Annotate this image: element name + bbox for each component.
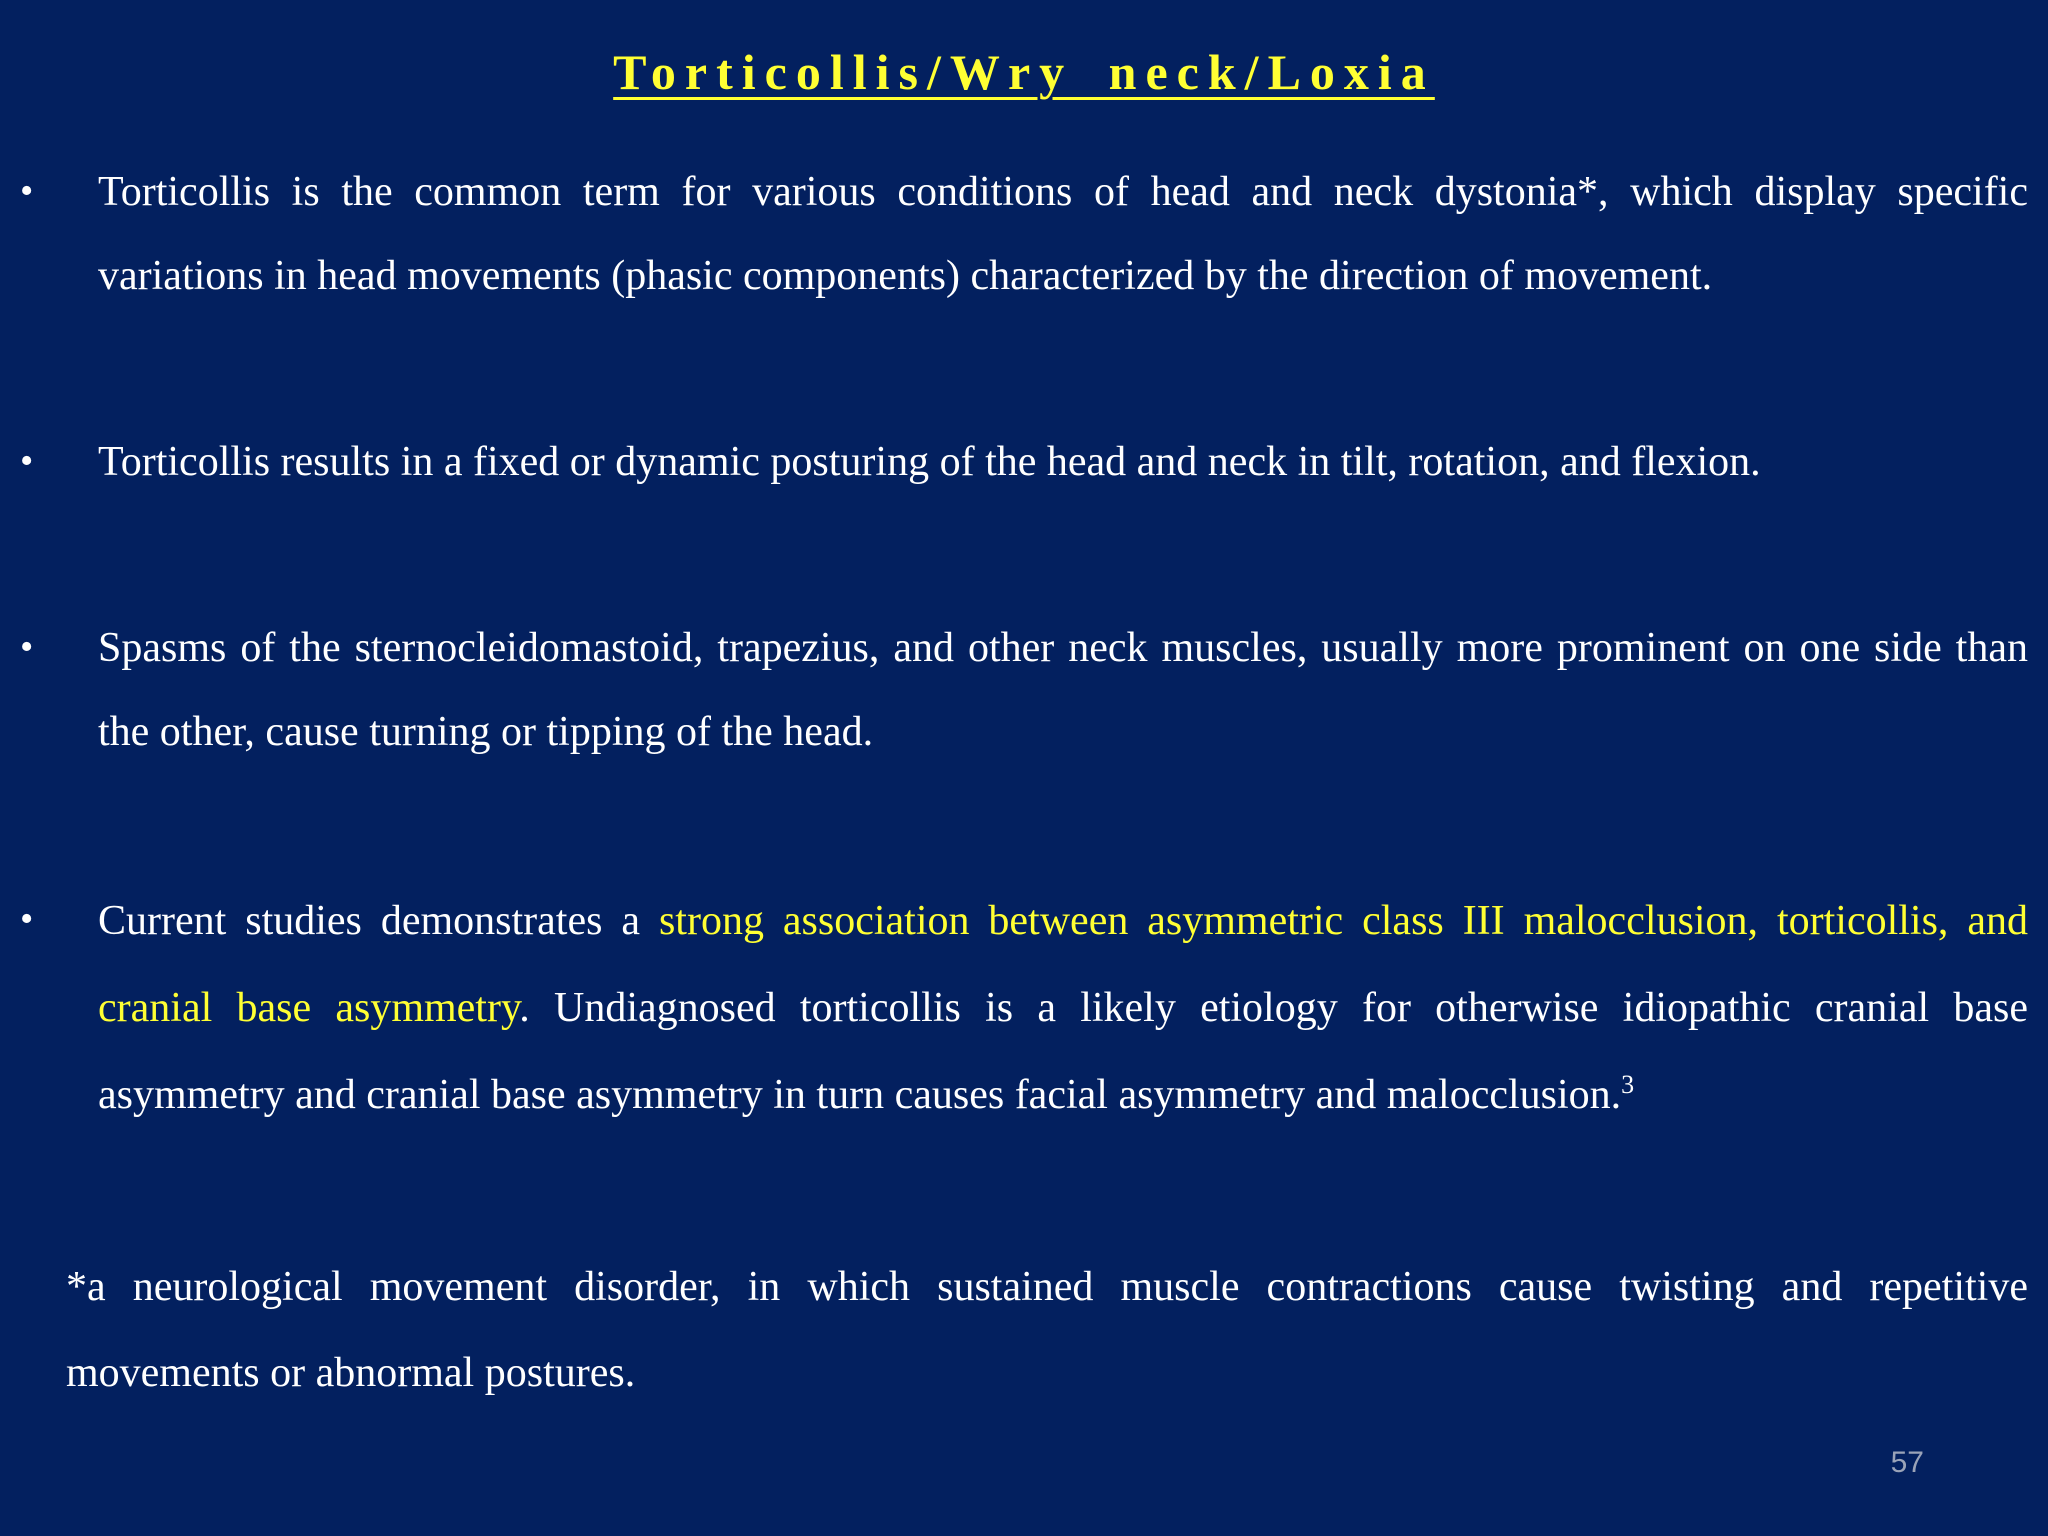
bullet-text-3: Spasms of the sternocleidomastoid, trapezius, and other neck muscles, usually more prominent on one side than the other, cause turning or tipping of the head. <box>98 625 2028 755</box>
bullet-text-4 <box>98 878 2028 1139</box>
bullet-marker: • <box>20 898 34 940</box>
bullet-text-2: Torticollis results in a fixed or dynamic posturing of the head and neck in tilt, rotation, and flexion. <box>98 439 1761 485</box>
highlighted-phrase: strong association between asymmetric class III malocclusion, torticollis, and cranial base asymmetry <box>98 898 2029 1031</box>
bullet-marker: • <box>20 440 34 482</box>
bullet-text-4-pre: Current studies demonstrates a <box>98 898 659 944</box>
footnote: *a neurological movement disorder, in which sustained muscle contractions cause twisting and repetitive movements or abnormal postures. <box>66 1264 2028 1396</box>
bullet-text-4-post: . Undiagnosed torticollis is a likely etiology for otherwise idiopathic cranial base asymmetry and cranial base asymmetry in turn causes facial asymmetry and malocclusion. <box>98 985 2028 1118</box>
bullet-marker: • <box>20 170 34 212</box>
slide-title <box>0 40 2048 104</box>
bullet-text-1: Torticollis is the common term for various conditions of head and neck dystonia*, which display specific variations in head movements (phasic components) characterized by the direction of movement. <box>98 169 2028 299</box>
slide-title-text: Torticollis/Wry neck/Loxia <box>613 44 1435 100</box>
citation-superscript: 3 <box>1621 1070 1635 1099</box>
page-number: 57 <box>1890 1446 1924 1479</box>
bullet-marker: • <box>20 626 34 668</box>
